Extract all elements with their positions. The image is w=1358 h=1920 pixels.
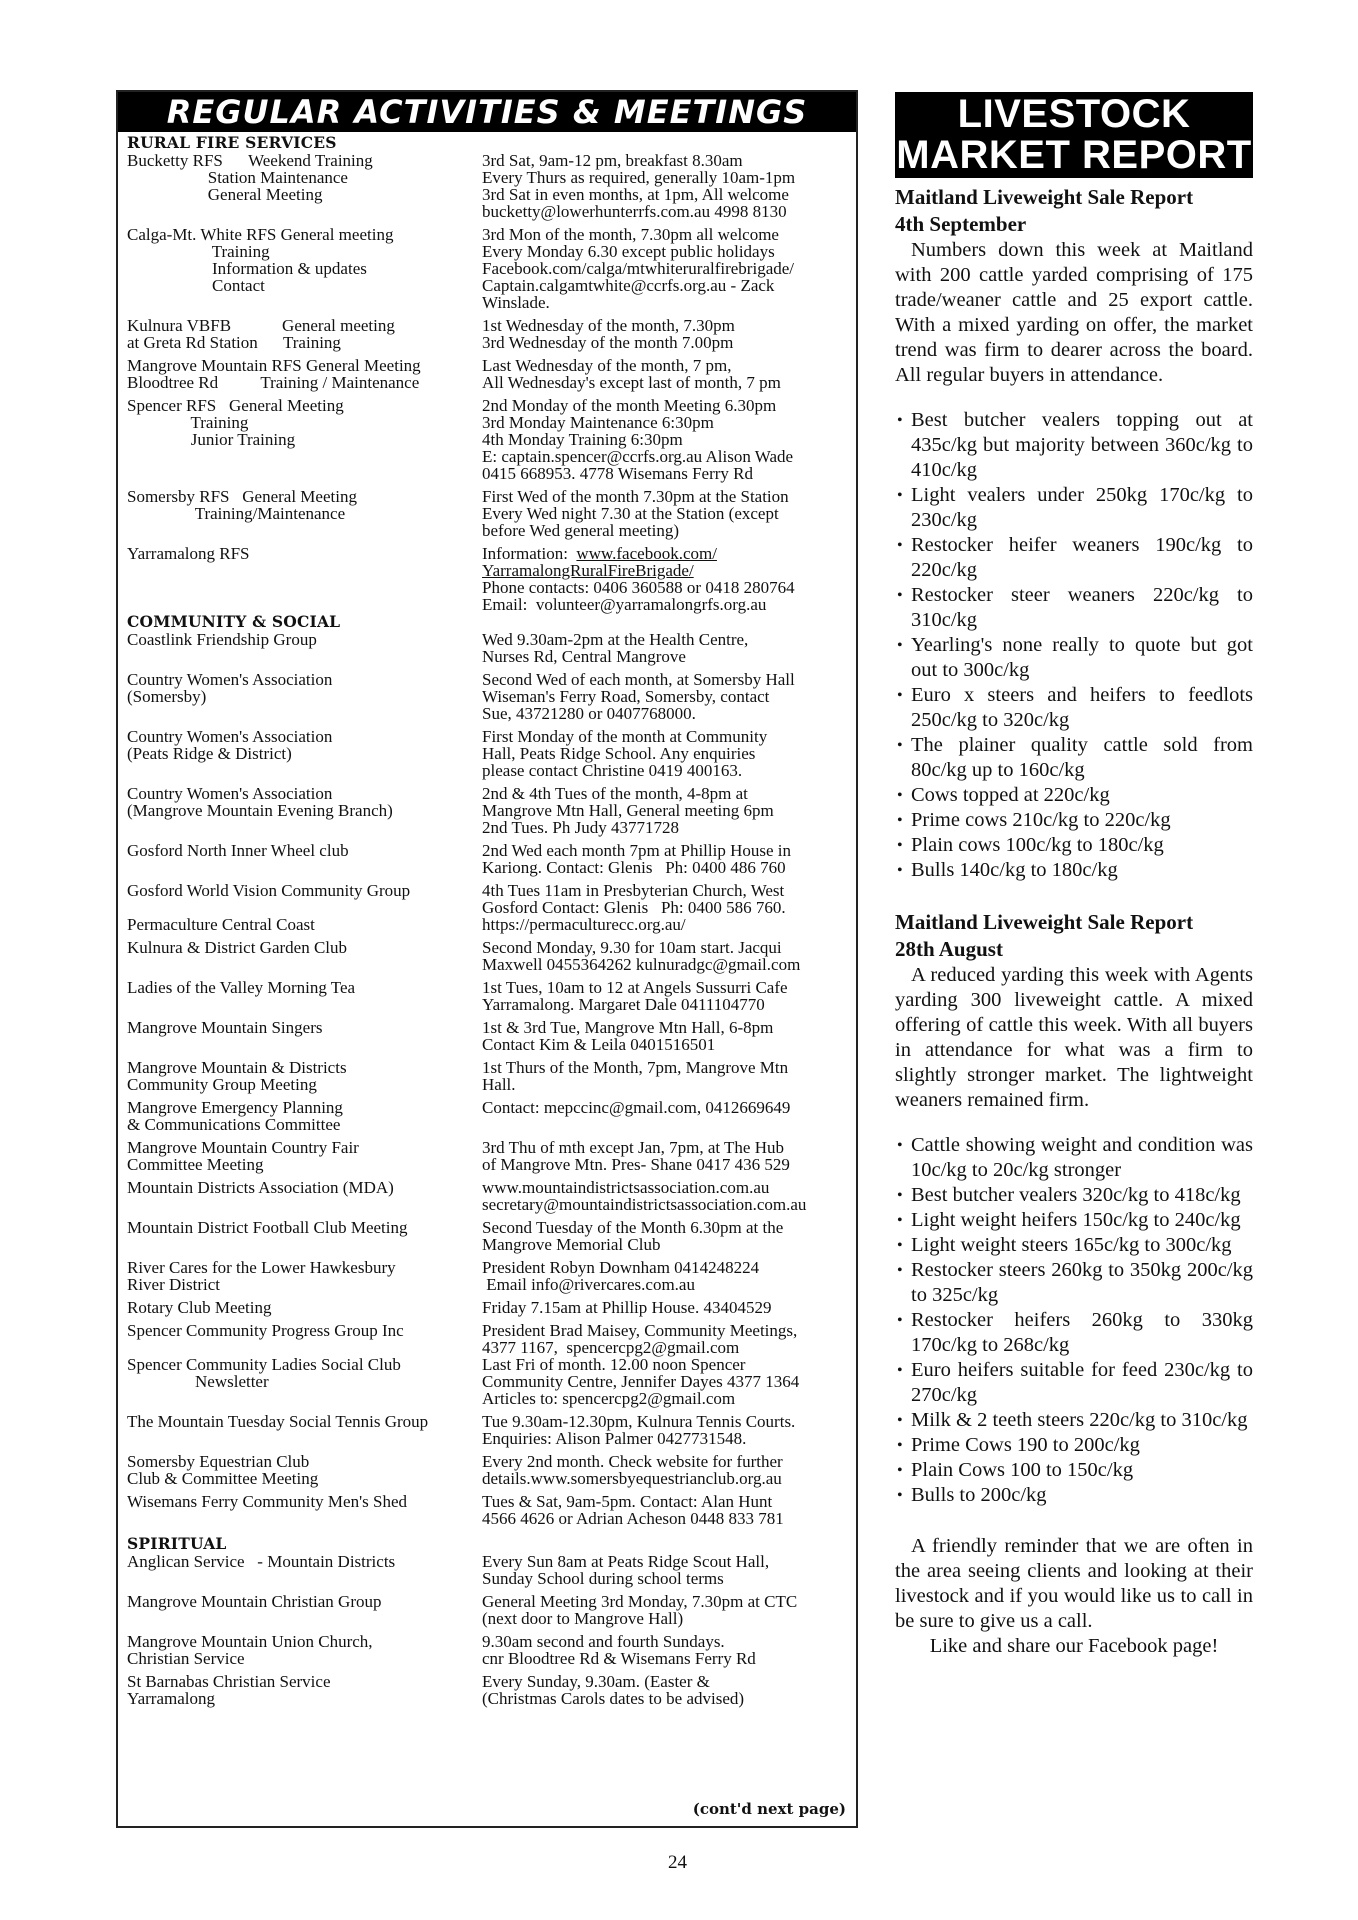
listing-name: Kulnura VBFB General meeting <box>127 316 395 335</box>
listing <box>127 1019 846 1053</box>
listing-name: Training <box>127 413 249 432</box>
price-bullet: • Euro heifers suitable for feed 230c/kg to 270c/kg <box>911 1358 1253 1408</box>
listing-details: 1st & 3rd Tue, Mangrove Mtn Hall, 6-8pm <box>482 1018 774 1037</box>
listing-details: Every 2nd month. Check website for further <box>482 1452 783 1471</box>
listing-name: Permaculture Central Coast <box>127 915 315 934</box>
listing <box>127 488 846 539</box>
listing-name: Ladies of the Valley Morning Tea <box>127 978 356 997</box>
listing-name: Calga-Mt. White RFS General meeting <box>127 225 394 244</box>
listing-name: Junior Training <box>127 430 296 449</box>
livestock-report <box>895 92 1253 1659</box>
report2-bullets <box>895 1133 1253 1508</box>
listing-name: Gosford North Inner Wheel club <box>127 841 349 860</box>
listing-name: Country Women's Association <box>127 784 333 803</box>
listing-details: 2nd Tues. Ph Judy 43771728 <box>482 818 679 837</box>
listing-details: 2nd & 4th Tues of the month, 4-8pm at <box>482 784 748 803</box>
listing-name: Mangrove Mountain Christian Group <box>127 1592 382 1611</box>
page-number: 24 <box>668 1852 687 1873</box>
listing-name: Training <box>127 242 270 261</box>
section-heading-community: COMMUNITY & SOCIAL <box>127 612 341 631</box>
listing-name: Contact <box>127 276 265 295</box>
listing-name: Kulnura & District Garden Club <box>127 938 348 957</box>
listing-name: Somersby Equestrian Club <box>127 1452 310 1471</box>
listing-name: Bloodtree Rd Training / Maintenance <box>127 373 420 392</box>
listing-details: Winslade. <box>482 293 550 312</box>
phone-contacts: Phone contacts: 0406 360588 or 0418 280764 <box>482 578 795 597</box>
price-bullet: • Best butcher vealers 320c/kg to 418c/kg <box>911 1183 1253 1208</box>
listing-details: before Wed general meeting) <box>482 521 680 540</box>
listing-details: (next door to Mangrove Hall) <box>482 1609 684 1628</box>
listing-details: Captain.calgamtwhite@ccrfs.org.au - Zack <box>482 276 775 295</box>
activities-title: REGULAR ACTIVITIES & MEETINGS <box>118 92 856 132</box>
price-bullet: • Prime Cows 190 to 200c/kg <box>911 1433 1253 1458</box>
report2-date: 28th August <box>895 937 1003 961</box>
price-bullet: • Milk & 2 teeth steers 220c/kg to 310c/kg <box>911 1408 1253 1433</box>
report2-intro: A reduced yarding this week with Agents yarding 300 liveweight cattle. A mixed offering of cattle this week. With all buyers in attendance for what was a firm to slightly stronger market. The lightweight weaners remained firm. <box>895 964 1253 1111</box>
listing-name: Mangrove Mountain Union Church, <box>127 1632 373 1651</box>
listing-details: 9.30am second and fourth Sundays. <box>482 1632 725 1651</box>
listing-details: 4377 1167, spencercpg2@gmail.com <box>482 1338 740 1357</box>
listing-details: Kariong. Contact: Glenis Ph: 0400 486 760 <box>482 858 786 877</box>
listing <box>127 1493 846 1527</box>
listing-name: Spencer Community Ladies Social Club <box>127 1355 401 1374</box>
listing-details: Contact Kim & Leila 0401516501 <box>482 1035 716 1054</box>
report2-heading: Maitland Liveweight Sale Report <box>895 910 1194 934</box>
listing <box>127 1179 846 1213</box>
price-bullet: • Light weight heifers 150c/kg to 240c/kg <box>911 1208 1253 1233</box>
listing-name: Wisemans Ferry Community Men's Shed <box>127 1492 408 1511</box>
listing-name: The Mountain Tuesday Social Tennis Group <box>127 1412 429 1431</box>
listing <box>127 226 846 311</box>
price-bullet: • Cows topped at 220c/kg <box>911 783 1253 808</box>
listing-details: 4566 4626 or Adrian Acheson 0448 833 781 <box>482 1509 784 1528</box>
listing <box>127 1453 846 1487</box>
listing-name: Country Women's Association <box>127 670 333 689</box>
listing-name: (Mangrove Mountain Evening Branch) <box>127 801 393 820</box>
price-bullet: • Light weight steers 165c/kg to 300c/kg <box>911 1233 1253 1258</box>
listing-details: Sunday School during school terms <box>482 1569 724 1588</box>
listing-name: Mangrove Mountain Country Fair <box>127 1138 359 1157</box>
listing-name: Yarramalong <box>127 1689 215 1708</box>
listing <box>127 1356 846 1407</box>
listing-details: 3rd Thu of mth except Jan, 7pm, at The Hub <box>482 1138 785 1157</box>
listing-details: Every Monday 6.30 except public holidays <box>482 242 775 261</box>
listing-details: Contact: mepccinc@gmail.com, 0412669649 <box>482 1098 791 1117</box>
listing <box>127 152 846 220</box>
listing-details: Community Centre, Jennifer Dayes 4377 1364 <box>482 1372 800 1391</box>
listing-name: Bucketty RFS Weekend Training <box>127 151 373 170</box>
listing-details: Mangrove Mtn Hall, General meeting 6pm <box>482 801 774 820</box>
listing-name: (Peats Ridge & District) <box>127 744 292 763</box>
listing-details: First Wed of the month 7.30pm at the Station <box>482 487 789 506</box>
listing-name: River District <box>127 1275 221 1294</box>
report1-date: 4th September <box>895 212 1027 236</box>
price-bullet: • Best butcher vealers topping out at 435c/kg but majority between 360c/kg to 410c/kg <box>911 408 1253 483</box>
listing-name: Newsletter <box>127 1372 269 1391</box>
reminder-text: A friendly reminder that we are often in the area seeing clients and looking at their livestock and if you would like us to call in be sure to give us a call. <box>895 1535 1253 1632</box>
listing-details: 3rd Sat in even months, at 1pm, All welcome <box>482 185 789 204</box>
listing-details: 1st Thurs of the Month, 7pm, Mangrove Mtn <box>482 1058 789 1077</box>
listing <box>127 1259 846 1293</box>
price-bullet: • Restocker steer weaners 220c/kg to 310c/kg <box>911 583 1253 633</box>
listing-details: Yarramalong. Margaret Dale 0411104770 <box>482 995 765 1014</box>
listing-name: St Barnabas Christian Service <box>127 1672 331 1691</box>
listing <box>127 979 846 1013</box>
listing-details: Articles to: spencercpg2@gmail.com <box>482 1389 736 1408</box>
listing <box>127 631 846 665</box>
regular-activities-box <box>116 90 858 1828</box>
email-contact: Email: volunteer@yarramalongrfs.org.au <box>482 595 767 614</box>
listing-name: Spencer Community Progress Group Inc <box>127 1321 404 1340</box>
listing <box>127 1299 846 1316</box>
price-bullet: • Prime cows 210c/kg to 220c/kg <box>911 808 1253 833</box>
listing-name: Training/Maintenance <box>127 504 346 523</box>
listing <box>127 397 846 482</box>
facebook-link-cont[interactable]: YarramalongRuralFireBrigade/ <box>482 561 694 580</box>
listing <box>127 728 846 779</box>
listing-details: Mangrove Memorial Club <box>482 1235 661 1254</box>
listing-details: 1st Tues, 10am to 12 at Angels Sussurri Cafe <box>482 978 788 997</box>
listing <box>127 1673 846 1707</box>
listing-details: Second Tuesday of the Month 6.30pm at the <box>482 1218 784 1237</box>
listing <box>127 842 846 876</box>
price-bullet: • Plain Cows 100 to 150c/kg <box>911 1458 1253 1483</box>
price-bullet: • Bulls 140c/kg to 180c/kg <box>911 858 1253 883</box>
listing-details: Hall, Peats Ridge School. Any enquiries <box>482 744 756 763</box>
listing-details: secretary@mountaindistrictsassociation.com.au <box>482 1195 807 1214</box>
listing-details: cnr Bloodtree Rd & Wisemans Ferry Rd <box>482 1649 756 1668</box>
listing-details: Gosford Contact: Glenis Ph: 0400 586 760. <box>482 898 786 917</box>
listing-details: Friday 7.15am at Phillip House. 43404529 <box>482 1298 772 1317</box>
report1-title <box>895 184 1253 238</box>
listing-name: Somersby RFS General Meeting <box>127 487 357 506</box>
price-bullet: • Light vealers under 250kg 170c/kg to 230c/kg <box>911 483 1253 533</box>
listing-name: River Cares for the Lower Hawkesbury <box>127 1258 396 1277</box>
listing-details: Sue, 43721280 or 0407768000. <box>482 704 696 723</box>
listing-details: www.mountaindistrictsassociation.com.au <box>482 1178 770 1197</box>
listing <box>127 916 846 933</box>
listing-details: Every Sun 8am at Peats Ridge Scout Hall, <box>482 1552 770 1571</box>
listing-details: 3rd Sat, 9am-12 pm, breakfast 8.30am <box>482 151 743 170</box>
listing <box>127 1219 846 1253</box>
listing-name: Community Group Meeting <box>127 1075 317 1094</box>
listing <box>127 671 846 722</box>
listing-name: Information & updates <box>127 259 367 278</box>
listing-name: Mangrove Emergency Planning <box>127 1098 343 1117</box>
listing <box>127 1099 846 1133</box>
report1-bullets <box>895 408 1253 883</box>
listing-details: 4th Monday Training 6:30pm <box>482 430 683 449</box>
listing <box>127 1553 846 1587</box>
listing-details: Tue 9.30am-12.30pm, Kulnura Tennis Courts. <box>482 1412 796 1431</box>
livestock-title-line2: MARKET REPORT <box>896 133 1252 177</box>
price-bullet: • Bulls to 200c/kg <box>911 1483 1253 1508</box>
listing-details: Nurses Rd, Central Mangrove <box>482 647 686 666</box>
listing-details: 3rd Wednesday of the month 7.00pm <box>482 333 734 352</box>
livestock-title <box>895 92 1253 178</box>
listing-name: Mangrove Mountain Singers <box>127 1018 323 1037</box>
continued-note: (cont'd next page) <box>692 1800 846 1818</box>
listing-name: Gosford World Vision Community Group <box>127 881 411 900</box>
listing-details: General Meeting 3rd Monday, 7.30pm at CTC <box>482 1592 798 1611</box>
listing-details: 4th Tues 11am in Presbyterian Church, West <box>482 881 785 900</box>
listing-details: (Christmas Carols dates to be advised) <box>482 1689 745 1708</box>
listing <box>127 1059 846 1093</box>
listing-name: Mangrove Mountain & Districts <box>127 1058 347 1077</box>
listing <box>127 317 846 351</box>
price-bullet: • The plainer quality cattle sold from 80c/kg up to 160c/kg <box>911 733 1253 783</box>
report1-intro: Numbers down this week at Maitland with 200 cattle yarded comprising of 175 trade/weaner cattle and 25 export cattle. With a mixed yarding on offer, the market trend was firm to dearer across the board. All regular buyers in attendance. <box>895 239 1253 386</box>
listing-name: Rotary Club Meeting <box>127 1298 272 1317</box>
community-list <box>127 631 846 1527</box>
livestock-title-line1: LIVESTOCK <box>957 92 1191 136</box>
listing <box>127 785 846 836</box>
section-heading-rural-fire: RURAL FIRE SERVICES <box>127 133 337 152</box>
listing-name: Spencer RFS General Meeting <box>127 396 344 415</box>
listing <box>127 882 846 916</box>
listing-details: All Wednesday's except last of month, 7 pm <box>482 373 781 392</box>
listing-details: Wed 9.30am-2pm at the Health Centre, <box>482 630 749 649</box>
listing-details: Every Thurs as required, generally 10am-1pm <box>482 168 796 187</box>
listing-details: of Mangrove Mtn. Pres- Shane 0417 436 529 <box>482 1155 790 1174</box>
listing-name: Yarramalong RFS <box>127 544 250 563</box>
listing-yarramalong-rfs <box>127 545 846 613</box>
price-bullet: • Restocker heifer weaners 190c/kg to 220c/kg <box>911 533 1253 583</box>
listing <box>127 1139 846 1173</box>
listing-details: 2nd Monday of the month Meeting 6.30pm <box>482 396 777 415</box>
price-bullet: • Euro x steers and heifers to feedlots 250c/kg to 320c/kg <box>911 683 1253 733</box>
listing-details: Tues & Sat, 9am-5pm. Contact: Alan Hunt <box>482 1492 773 1511</box>
listing <box>127 1633 846 1667</box>
listing <box>127 1593 846 1627</box>
listing-details: Wiseman's Ferry Road, Somersby, contact <box>482 687 770 706</box>
listing <box>127 357 846 391</box>
listing-details: First Monday of the month at Community <box>482 727 768 746</box>
listing-name: Mangrove Mountain RFS General Meeting <box>127 356 421 375</box>
listing-details: 0415 668953. 4778 Wisemans Ferry Rd <box>482 464 753 483</box>
listing-details: Every Wed night 7.30 at the Station (except <box>482 504 779 523</box>
listing-details: https://permaculturecc.org.au/ <box>482 915 686 934</box>
report1-heading: Maitland Liveweight Sale Report <box>895 185 1194 209</box>
spiritual-list <box>127 1553 846 1707</box>
info-label: Information: <box>482 544 577 563</box>
price-bullet: • Cattle showing weight and condition was 10c/kg to 20c/kg stronger <box>911 1133 1253 1183</box>
listing-details: please contact Christine 0419 400163. <box>482 761 743 780</box>
listing-name: (Somersby) <box>127 687 207 706</box>
listing-details: details.www.somersbyequestrianclub.org.au <box>482 1469 782 1488</box>
listing-name: Mountain Districts Association (MDA) <box>127 1178 394 1197</box>
listing-details: Every Sunday, 9.30am. (Easter & <box>482 1672 710 1691</box>
listing-details: 2nd Wed each month 7pm at Phillip House in <box>482 841 792 860</box>
price-bullet: • Yearling's none really to quote but got out to 300c/kg <box>911 633 1253 683</box>
listing-name: Country Women's Association <box>127 727 333 746</box>
price-bullet: • Plain cows 100c/kg to 180c/kg <box>911 833 1253 858</box>
listing-details: 1st Wednesday of the month, 7.30pm <box>482 316 735 335</box>
listing-name: Coastlink Friendship Group <box>127 630 317 649</box>
listing <box>127 1322 846 1356</box>
listing-details: President Brad Maisey, Community Meetings, <box>482 1321 798 1340</box>
listing-details: Second Wed of each month, at Somersby Hall <box>482 670 795 689</box>
listing-name: Committee Meeting <box>127 1155 264 1174</box>
listing-details: Last Wednesday of the month, 7 pm, <box>482 356 732 375</box>
listing-name: Station Maintenance <box>127 168 348 187</box>
listing-details: Hall. <box>482 1075 516 1094</box>
report2-title <box>895 909 1253 963</box>
listing-details: Maxwell 0455364262 kulnuradgc@gmail.com <box>482 955 801 974</box>
facebook-callout: Like and share our Facebook page! <box>929 1635 1219 1657</box>
listing-name: at Greta Rd Station Training <box>127 333 341 352</box>
listing-details: E: captain.spencer@ccrfs.org.au Alison Wade <box>482 447 794 466</box>
listing-details: President Robyn Downham 0414248224 <box>482 1258 760 1277</box>
price-bullet: • Restocker steers 260kg to 350kg 200c/kg to 325c/kg <box>911 1258 1253 1308</box>
listing-details: Last Fri of month. 12.00 noon Spencer <box>482 1355 746 1374</box>
listing-details: 3rd Mon of the month, 7.30pm all welcome <box>482 225 779 244</box>
listing-details: bucketty@lowerhunterrfs.com.au 4998 8130 <box>482 202 787 221</box>
listing <box>127 939 846 973</box>
listing-details: Email info@rivercares.com.au <box>482 1275 695 1294</box>
listing-details: Facebook.com/calga/mtwhiteruralfirebrigade/ <box>482 259 795 278</box>
listing-details: Enquiries: Alison Palmer 0427731548. <box>482 1429 747 1448</box>
section-heading-spiritual: SPIRITUAL <box>127 1534 227 1553</box>
rural-fire-list <box>127 152 846 539</box>
listing-details: Second Monday, 9.30 for 10am start. Jacqui <box>482 938 782 957</box>
listing-name: & Communications Committee <box>127 1115 341 1134</box>
listing-name: Christian Service <box>127 1649 245 1668</box>
price-bullet: • Restocker heifers 260kg to 330kg 170c/kg to 268c/kg <box>911 1308 1253 1358</box>
facebook-link[interactable]: www.facebook.com/ <box>576 544 717 563</box>
activities-body <box>118 132 856 1707</box>
listing-name: Mountain District Football Club Meeting <box>127 1218 408 1237</box>
listing-name: Anglican Service - Mountain Districts <box>127 1552 396 1571</box>
listing-name: Club & Committee Meeting <box>127 1469 319 1488</box>
listing-details: 3rd Monday Maintenance 6:30pm <box>482 413 714 432</box>
listing-name: General Meeting <box>127 185 323 204</box>
listing <box>127 1413 846 1447</box>
